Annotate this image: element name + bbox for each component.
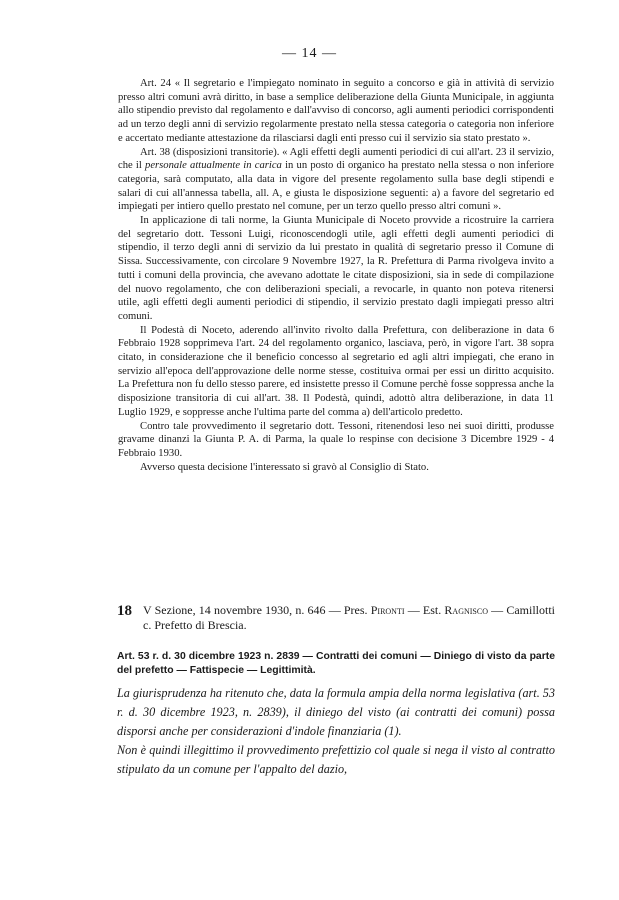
estensore-name: Ragnisco — [444, 603, 488, 617]
case-maxims — [117, 684, 555, 779]
paragraph-art-38 — [118, 146, 554, 215]
case-heading-mid: — Est. — [404, 603, 445, 617]
paragraph-appeal: Contro tale provvedimento il segretario dott. Tessoni, ritenendosi leso nei suoi diritti, produsse gravame dinanzi la Giunta P. A. di Parma, la quale lo respinse con decisione 3 Dicembre 1929 - 4 Febbraio 1930. — [118, 420, 554, 459]
maxim-first: La giurisprudenza ha ritenuto che, data la formula ampia della norma legislativa (art. 53 r. d. 30 dicembre 1923, n. 2839), il diniego del visto (ai contratti dei comuni) possa disporsi anche per considerazioni d'indole finanziaria (1). — [117, 686, 555, 738]
case-entry — [117, 603, 555, 633]
case-heading-start: V Sezione, 14 novembre 1930, n. 646 — Pres. — [143, 603, 371, 617]
paragraph-podesta: Il Podestà di Noceto, aderendo all'invito rivolto dalla Prefettura, con deliberazione in data 6 Febbraio 1928 sopprimeva l'art. 24 del regolamento organico, lasciava, però, in vigore l'art. 38 sopra citato, in considerazione che il beneficio concesso al segretario ed agli altri impiegati, che erano in servizio all'epoca dell'approvazione delle norme stesse, costituiva ormai per essi un diritto acquisito. La Prefettura non fu dello stesso parere, ed insistette presso il Comune perchè fosse soppressa anche la disposizione transitoria di cui all'art. 38. Il Podestà, quindi, adottò altra deliberazione, in data 11 Luglio 1929, e soppresse anche l'ultima parte del comma a) dell'articolo predetto. — [118, 324, 554, 418]
maxim-second: Non è quindi illegittimo il provvedimento prefettizio col quale si nega il visto al contratto stipulato da un comune per l'appalto del dazio, — [117, 743, 555, 776]
paragraph-application: In applicazione di tali norme, la Giunta Municipale di Noceto provvide a ricostruire la carriera del segretario dott. Tessoni Luigi, riconoscendogli utile, agli effetti degli aumenti periodici di stipendio, il terzo degli anni di servizio da lui prestato in qualità di segretario presso il Comune di Sissa. Successivamente, con circolare 9 Novembre 1927, la R. Prefettura di Parma rivolgeva invito a tutti i comuni della provincia, che avevano adottate le citate disposizioni, sia in sede di compilazione del nuovo regolamento, che con deliberazioni speciali, a revocarle, in quanto non poteva ritenersi utile, agli effetti degli aumenti periodici di stipendio, il servizio prestato dagli impiegati presso altri comuni. — [118, 215, 554, 322]
case-keywords: Art. 53 r. d. 30 dicembre 1923 n. 2839 — Contratti dei comuni — Diniego di visto da parte del prefetto — Fattispecie — Legittimità. — [117, 651, 555, 676]
paragraph-art-38-start: Art. 38 (disposizioni transitorie). « Agli effetti degli aumenti periodici di cui all'art. 23 il servizio, che il — [118, 146, 554, 172]
page-number: — 14 — — [282, 46, 337, 61]
paragraph-art-24: Art. 24 « Il segretario e l'impiegato nominato in seguito a concorso e già in attività di servizio presso altri comuni avrà diritto, in base a semplice deliberazione della Giunta Municipale, in aggiunta allo stipendio previsto dal regolamento e dall'avviso di concorso, agli aumenti periodici corrispondenti ad un terzo degli anni di servizio regolarmente prestato nella stessa categoria o categoria non inferiore e accertato mediante attestazione da rilasciarsi dagli enti presso cui il servizio sia stato prestato ». — [118, 78, 554, 144]
president-name: Pironti — [370, 603, 405, 617]
case-heading — [143, 603, 555, 633]
paragraph-art-38-end: in un posto di organico ha prestato nella stessa o non inferiore categoria, sarà computato, alla data in vigore del presente regolamento sulla base degli stipendi e salari di cui all'annessa tabella, all. A, e giusta le disposizione seguenti: a) a favore del segretario ed impiegati per intiero quello prestato nel comune, per un terzo quello presso altri comuni ». — [118, 160, 554, 213]
case-number: 18 — [117, 603, 132, 619]
paragraph-consiglio: Avverso questa decisione l'interessato si gravò al Consiglio di Stato. — [140, 461, 429, 473]
case-heading-end: — Camillotti c. Prefetto di Brescia. — [143, 603, 556, 632]
italic-phrase: personale attualmente in carica — [145, 160, 282, 172]
body-text — [118, 77, 554, 474]
